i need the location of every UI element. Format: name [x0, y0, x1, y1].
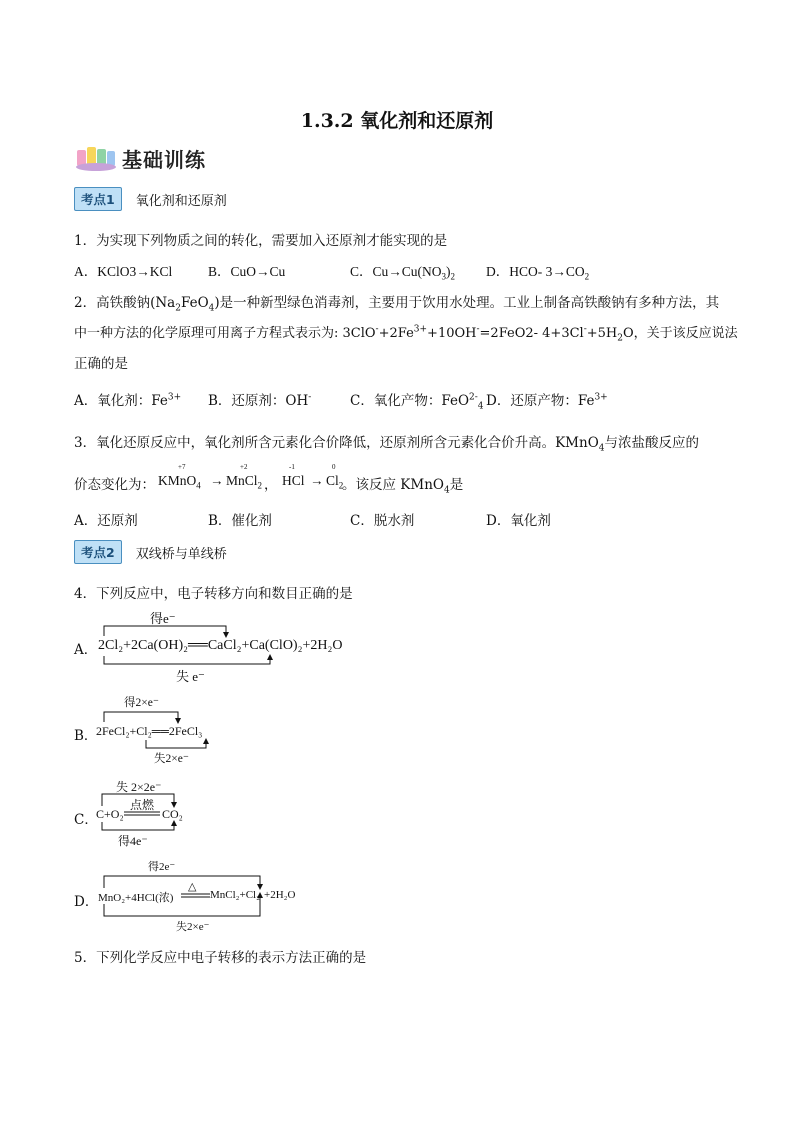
arrow: → [310, 473, 324, 488]
bottom-label: 失2×e⁻ [154, 753, 189, 765]
q4-option-c [74, 776, 274, 848]
option-a: A．KClO3→KCl [74, 264, 173, 279]
equation: 2Cl₂+2Ca(OH)₂══CaCl₂+Ca(ClO)₂+2H₂O [98, 638, 343, 653]
question-2-line-3: 正确的是 [74, 356, 128, 372]
species-mncl2: MnCl$_2$ [226, 473, 263, 491]
bottom-label: 得4e⁻ [118, 834, 148, 848]
section-tag: 考点1 [74, 187, 122, 211]
question-2-line-2: 中一种方法的化学原理可用离子方程式表示为: $3ClO^-+2Fe^{3+}+10OH^-=2FeO2-$ $4+3Cl^-+5H_2O$，关于该反应说法 [74, 324, 738, 344]
valence-label: 价态变化为： [74, 477, 155, 493]
banner-label: 基础训练 [122, 148, 206, 172]
option-label: D． [74, 894, 99, 910]
species-cl2: $Cl_2$ [326, 473, 344, 491]
question-5-stem: 5．下列化学反应中电子转移的表示方法正确的是 [74, 950, 367, 966]
option-label: B． [74, 728, 98, 744]
question-1-stem: 1．为实现下列物质之间的转化，需要加入还原剂才能实现的是 [74, 233, 448, 249]
q4-option-a [74, 608, 394, 684]
basic-training-banner [74, 142, 206, 172]
q4-option-b [74, 692, 294, 764]
ox-state: 0 [332, 463, 336, 471]
top-label: 得e⁻ [150, 611, 176, 626]
ox-state: +2 [240, 463, 248, 471]
equation-tail: +2H₂O [264, 889, 296, 901]
comma: ， [264, 477, 278, 493]
ox-state: -1 [289, 463, 295, 471]
option-label: A． [74, 642, 98, 658]
ox-state: +7 [178, 463, 186, 471]
reaction-condition: 点燃 [130, 798, 155, 812]
option-d: D．还原产物：$Fe^{3+}$ [486, 392, 608, 409]
arrow: → [210, 473, 224, 488]
question-2-options [74, 389, 754, 412]
option-b: B．还原剂：OH- [208, 392, 312, 409]
question-2-line-1: 2．高铁酸钠$(Na_2FeO_4)$是一种新型绿色消毒剂，主要用于饮用水处理。工业上制备高铁酸钠有多种方法，其 [74, 295, 720, 314]
page-title: 1.3.2 氧化剂和还原剂 [300, 110, 494, 132]
species-hcl: HCl [282, 473, 305, 488]
equation-right: CO₂ [162, 807, 183, 821]
question-3-line-2 [74, 465, 754, 495]
section-label: 氧化剂和还原剂 [135, 193, 227, 209]
equation-left: C+O₂ [96, 807, 124, 821]
equation-left: MnO₂+4HCl(浓) [98, 892, 174, 904]
option-c: C．脱水剂 [350, 513, 415, 529]
option-a: A．氧化剂：$Fe^{3+}$ [74, 392, 182, 409]
option-d: D．HCO- $3\to CO_2$ [486, 264, 590, 282]
equation: 2FeCl₂+Cl₂══2FeCl₃ [96, 724, 203, 738]
question-3-line-1: 3．氧化还原反应中，氧化剂所含元素化合价降低，还原剂所含元素化合价升高。KMnO$_4$与浓盐酸反应的 [74, 435, 699, 454]
reaction-condition: △ [188, 881, 197, 893]
option-a: A．还原剂 [74, 513, 138, 529]
q3-tail: 。该反应 KMnO$_4$是 [342, 477, 464, 496]
top-label: 得2×e⁻ [124, 697, 159, 709]
species-kmno4: KMnO$_4$ [158, 473, 201, 491]
pencils-icon [74, 142, 118, 172]
q4-option-d [74, 858, 354, 934]
top-label: 失 2×2e⁻ [116, 780, 162, 794]
option-c: C．$Cu\to Cu(NO_3)_2$ [350, 264, 456, 282]
section-header-1 [74, 188, 227, 210]
question-1-options [74, 260, 754, 282]
option-c: C．氧化产物：FeO$^{2-}_4$ [350, 392, 484, 412]
section-label: 双线桥与单线桥 [135, 546, 227, 562]
top-label: 得2e⁻ [148, 861, 176, 873]
section-tag: 考点2 [74, 540, 122, 564]
option-d: D．氧化剂 [486, 513, 551, 529]
option-b: B．催化剂 [208, 513, 272, 529]
option-b: B．CuO→Cu [208, 264, 286, 279]
question-3-options [74, 509, 754, 527]
bottom-label: 失 e⁻ [176, 669, 205, 684]
option-label: C． [74, 812, 98, 828]
question-4-stem: 4．下列反应中，电子转移方向和数目正确的是 [74, 586, 353, 602]
equation-right: MnCl₂+Cl₂ [210, 889, 260, 901]
section-header-2 [74, 541, 227, 563]
bottom-label: 失2×e⁻ [176, 921, 210, 933]
